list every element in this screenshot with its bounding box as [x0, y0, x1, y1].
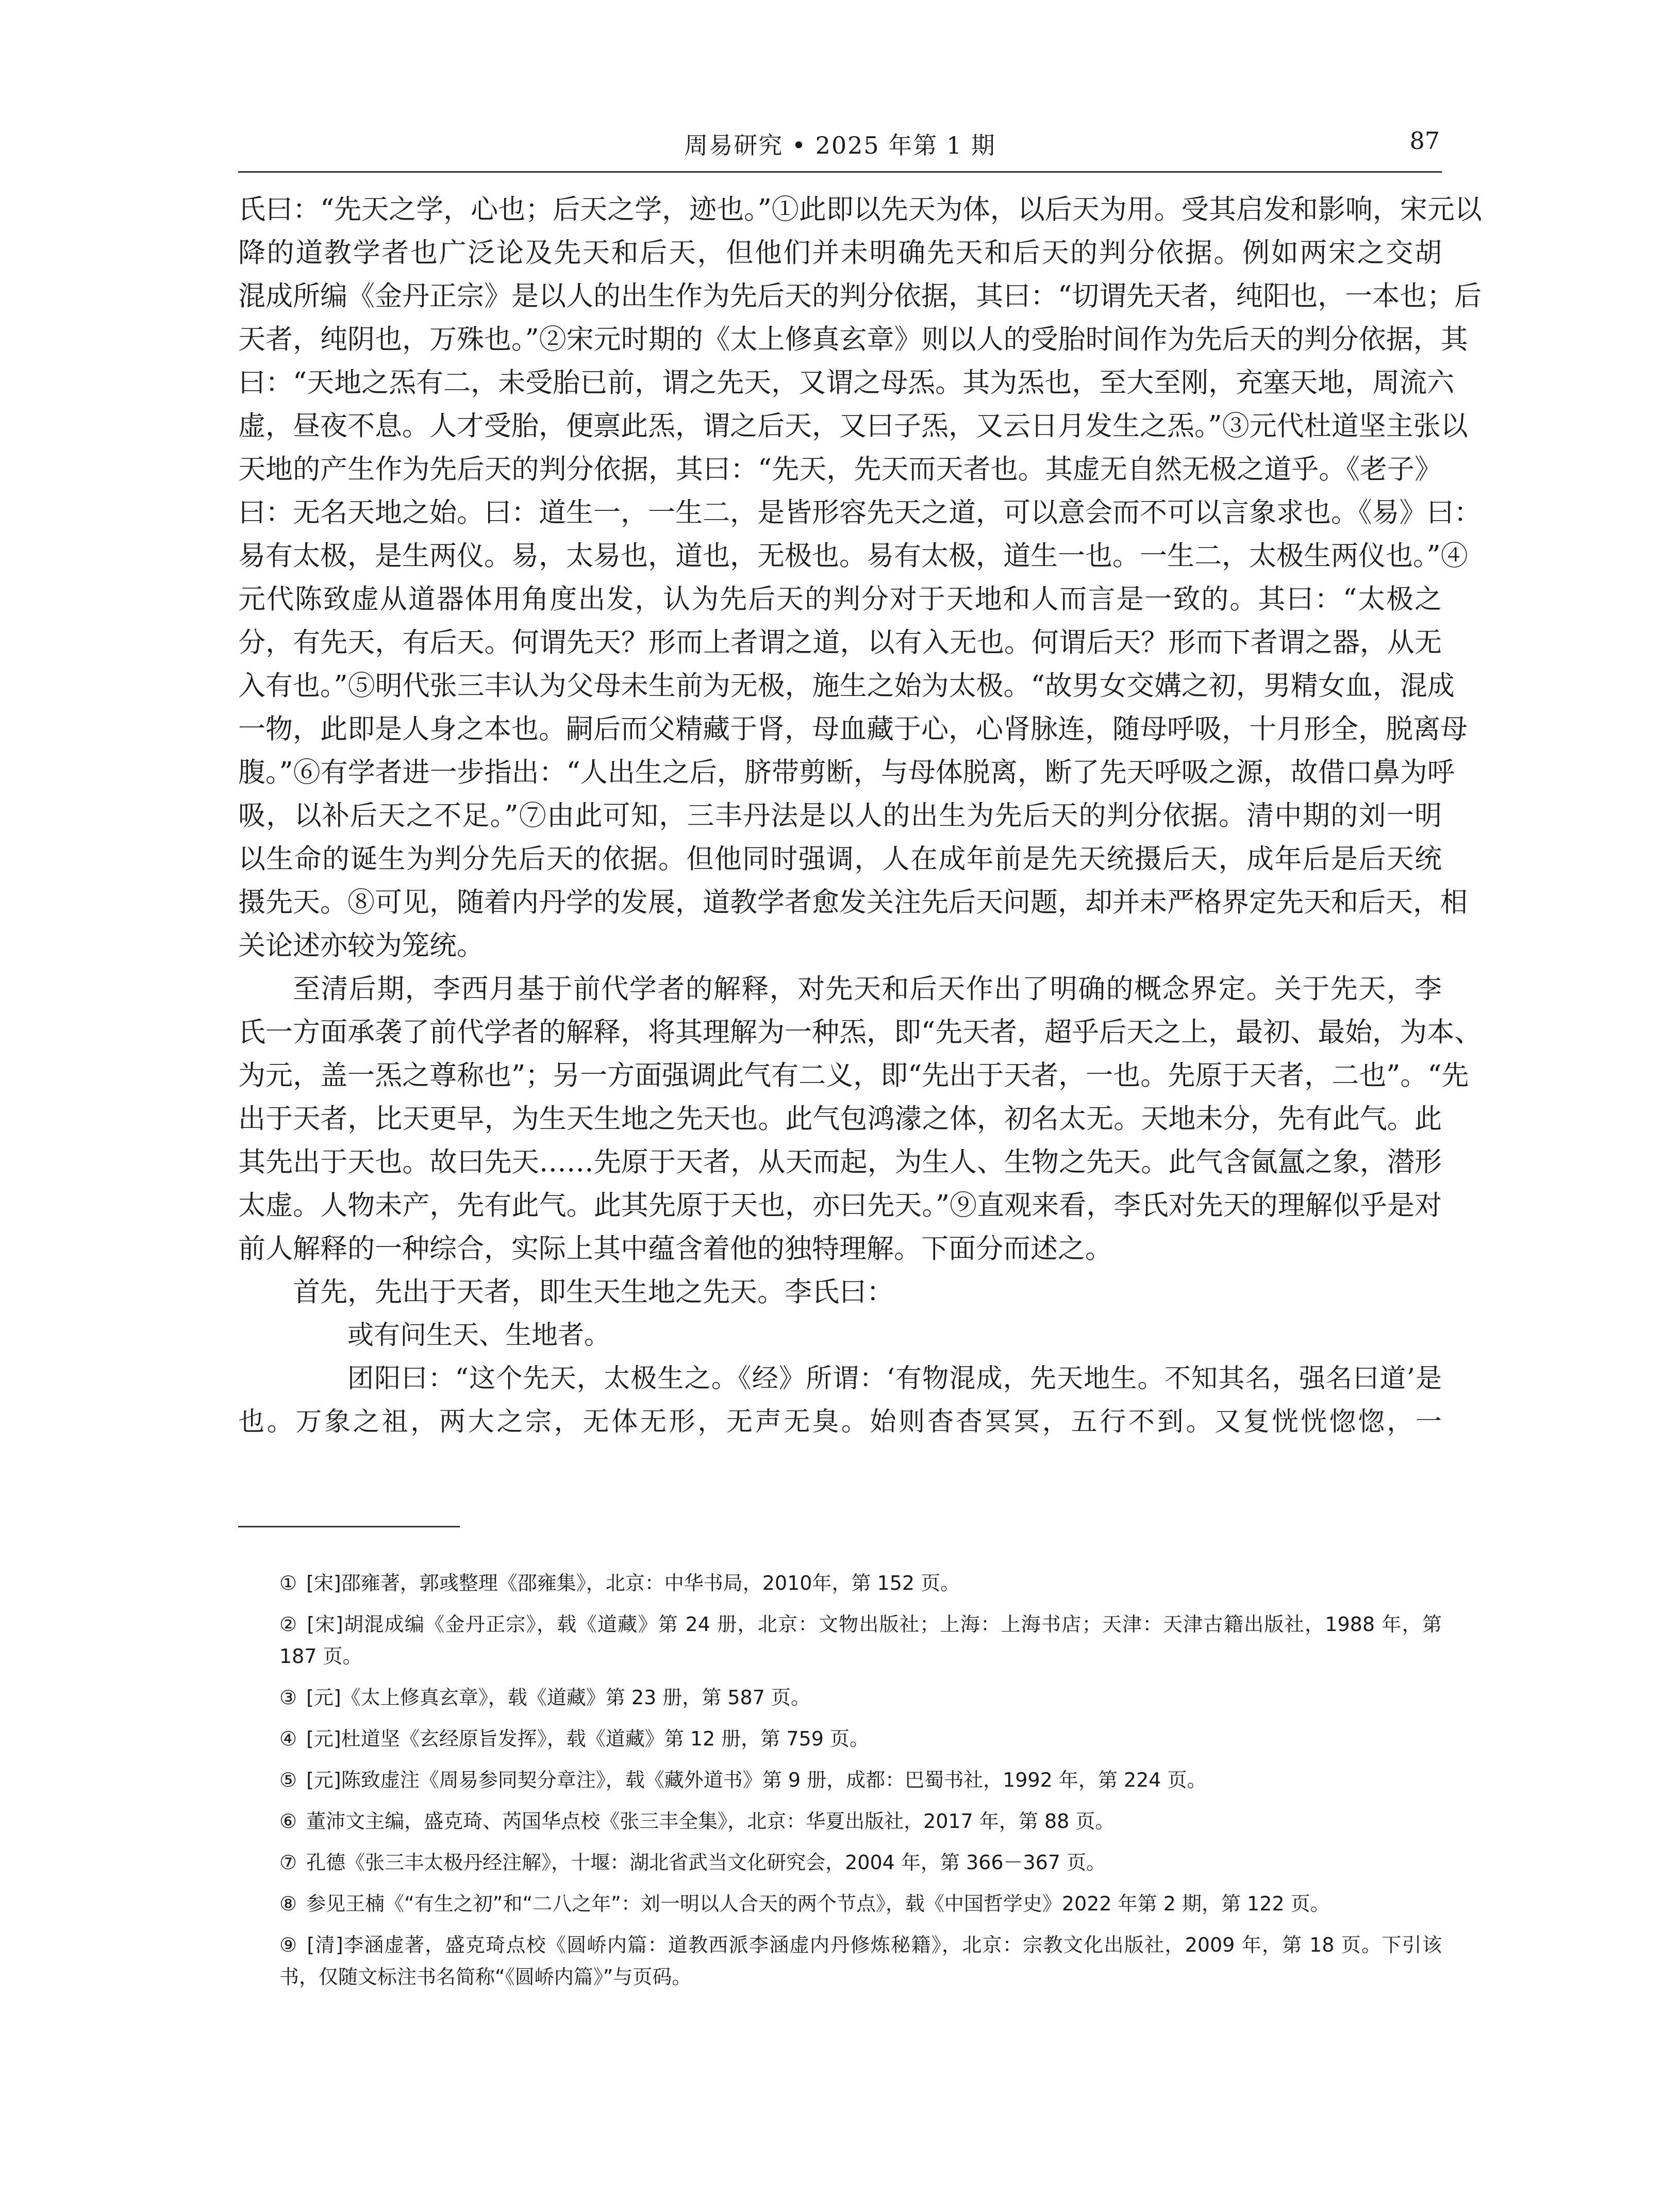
- body-line: 曰：无名天地之始。曰：道生一，一生二，是皆形容先天之道，可以意会而不可以言象求也。《易》曰：: [238, 497, 1482, 528]
- footnote-text: [清]李涵虚著，盛克琦点校《圆峤内篇：道教西派李涵虚内丹修炼秘籍》，北京：宗教文化出版社，2009 年，第 18 页。下引该书，仅随文标注书名简称“《圆峤内篇》”与页码。: [279, 1934, 1442, 1988]
- footnote-text: [元]《太上修真玄章》，载《道藏》第 23 册，第 587 页。: [306, 1686, 810, 1709]
- body-line: 前人解释的一种综合，实际上其中蕴含着他的独特理解。下面分而述之。: [238, 1233, 1112, 1265]
- footnote-mark: ①: [279, 1572, 297, 1594]
- body-line: 混成所编《金丹正宗》是以人的出生作为先后天的判分依据，其曰：“切谓先天者，纯阳也，一本也；后: [238, 280, 1482, 312]
- footnote-text: 董沛文主编，盛克琦、芮国华点校《张三丰全集》，北京：华夏出版社，2017 年，第 88 页。: [306, 1810, 1115, 1833]
- footnote: [238, 1929, 1442, 1993]
- footnote-text: [元]杜道坚《玄经原旨发挥》，载《道藏》第 12 册，第 759 页。: [306, 1727, 869, 1750]
- footnote-divider: [238, 1526, 460, 1527]
- footnote-mark: ③: [279, 1686, 297, 1709]
- footnotes: [238, 1567, 1442, 2002]
- footnote-mark: ②: [279, 1613, 297, 1636]
- body-line: 出于天者，比天更早，为生天生地之先天也。此气包鸿濛之体，初名太无。天地未分，先有此气。此: [238, 1103, 1442, 1135]
- article-body: [238, 188, 1482, 1444]
- body-line: 降的道教学者也广泛论及先天和后天，但他们并未明确先天和后天的判分依据。例如两宋之交胡: [238, 237, 1442, 269]
- body-line: 虚，昼夜不息。人才受胎，便禀此炁，谓之后天，又曰子炁，又云日月发生之炁。”③元代杜道坚主张以: [238, 410, 1468, 442]
- footnote: [238, 1682, 1442, 1713]
- body-line: 摄先天。⑧可见，随着内丹学的发展，道教学者愈发关注先后天问题，却并未严格界定先天和后天，相: [238, 887, 1468, 918]
- body-line: 氏一方面承袭了前代学者的解释，将其理解为一种炁，即“先天者，超乎后天之上，最初、最始，为本、: [238, 1017, 1482, 1048]
- body-line: 氏曰：“先天之学，心也；后天之学，迹也。”①此即以先天为体，以后天为用。受其启发和影响，宋元以: [238, 194, 1482, 225]
- body-line: 吸，以补后天之不足。”⑦由此可知，三丰丹法是以人的出生为先后天的判分依据。清中期的刘一明: [238, 800, 1442, 831]
- footnote-text: [元]陈致虚注《周易参同契分章注》，载《藏外道书》第 9 册，成都：巴蜀书社，1992 年，第 224 页。: [306, 1769, 1207, 1791]
- footnote-mark: ⑦: [279, 1851, 297, 1874]
- footnote-mark: ⑤: [279, 1769, 297, 1791]
- footnote-mark: ⑥: [279, 1810, 297, 1833]
- body-line: 曰：“天地之炁有二，未受胎已前，谓之先天，又谓之母炁。其为炁也，至大至刚，充塞天地，周流六: [238, 367, 1455, 398]
- body-line: 为元，盖一炁之尊称也”；另一方面强调此气有二义，即“先出于天者，一也。先原于天者，二也”。“先: [238, 1060, 1469, 1091]
- body-line: 其先出于天也。故曰先天……先原于天者，从天而起，为生人、生物之先天。此气含氤氲之象，潜形: [238, 1146, 1442, 1178]
- body-line: 腹。”⑥有学者进一步指出：“人出生之后，脐带剪断，与母体脱离，断了先天呼吸之源，故借口鼻为呼: [238, 757, 1455, 788]
- paragraph-start-line: 首先，先出于天者，即生天生地之先天。李氏曰：: [293, 1276, 894, 1308]
- body-line: 分，有先天，有后天。何谓先天？形而上者谓之道，以有入无也。何谓后天？形而下者谓之器，从无: [238, 627, 1442, 658]
- body-line: 入有也。”⑤明代张三丰认为父母未生前为无极，施生之始为太极。“故男女交媾之初，男精女血，混成: [238, 670, 1455, 702]
- body-line: 易有太极，是生两仪。易，太易也，道也，无极也。易有太极，道生一也。一生二，太极生两仪也。”④: [238, 540, 1468, 572]
- block-quote-line: 团阳曰：“这个先天，太极生之。《经》所谓：‘有物混成，先天地生。不知其名，强名曰道’是: [347, 1363, 1442, 1394]
- body-line: 元代陈致虚从道器体用角度出发，认为先后天的判分对于天地和人而言是一致的。其曰：“太极之: [238, 584, 1442, 615]
- page-number: 87: [1409, 127, 1440, 155]
- footnote: [238, 1764, 1442, 1796]
- footnote-mark: ⑧: [279, 1892, 297, 1915]
- footnote: [238, 1846, 1442, 1878]
- footnote: [238, 1888, 1442, 1920]
- body-line: 关论述亦较为笼统。: [238, 930, 484, 961]
- body-line: 天者，纯阴也，万殊也。”②宋元时期的《太上修真玄章》则以人的受胎时间作为先后天的判分依据，其: [238, 324, 1468, 355]
- footnote: [238, 1567, 1442, 1599]
- block-quote-line: 或有问生天、生地者。: [347, 1320, 611, 1351]
- body-line: 太虚。人物未产，先有此气。此其先原于天也，亦曰先天。”⑨直观来看，李氏对先天的理解似乎是对: [238, 1190, 1442, 1221]
- footnote-mark: ④: [279, 1727, 297, 1750]
- journal-title: 周易研究 • 2025 年第 1 期: [684, 131, 996, 159]
- body-line: 天地的产生作为先后天的判分依据，其曰：“先天，先天而天者也。其虚无自然无极之道乎。《老子》: [238, 454, 1442, 485]
- running-header: [238, 120, 1442, 173]
- body-line: 一物，此即是人身之本也。嗣后而父精藏于肾，母血藏于心，心肾脉连，随母呼吸，十月形全，脱离母: [238, 713, 1468, 745]
- footnote: [238, 1723, 1442, 1755]
- paragraph-start-line: 至清后期，李西月基于前代学者的解释，对先天和后天作出了明确的概念界定。关于先天，李: [293, 973, 1442, 1005]
- footnote-text: 参见王楠《“有生之初”和“二八之年”：刘一明以人合天的两个节点》，载《中国哲学史》2022 年第 2 期，第 122 页。: [306, 1892, 1330, 1915]
- body-line: 以生命的诞生为判分先后天的依据。但他同时强调，人在成年前是先天统摄后天，成年后是后天统: [238, 843, 1442, 875]
- block-quote-line: 也。万象之祖，两大之宗，无体无形，无声无臭。始则杳杳冥冥，五行不到。又复恍恍惚惚，一: [238, 1407, 1442, 1437]
- footnote-mark: ⑨: [279, 1934, 297, 1956]
- footnote-text: [宋]胡混成编《金丹正宗》，载《道藏》第 24 册，北京：文物出版社；上海：上海书店；天津：天津古籍出版社，1988 年，第 187 页。: [279, 1613, 1442, 1668]
- footnote: [238, 1608, 1442, 1672]
- footnote-text: [宋]邵雍著，郭彧整理《邵雍集》，北京：中华书局，2010年，第 152 页。: [306, 1572, 960, 1594]
- footnote-text: 孔德《张三丰太极丹经注解》，十堰：湖北省武当文化研究会，2004 年，第 366－367 页。: [306, 1851, 1106, 1874]
- footnote: [238, 1805, 1442, 1837]
